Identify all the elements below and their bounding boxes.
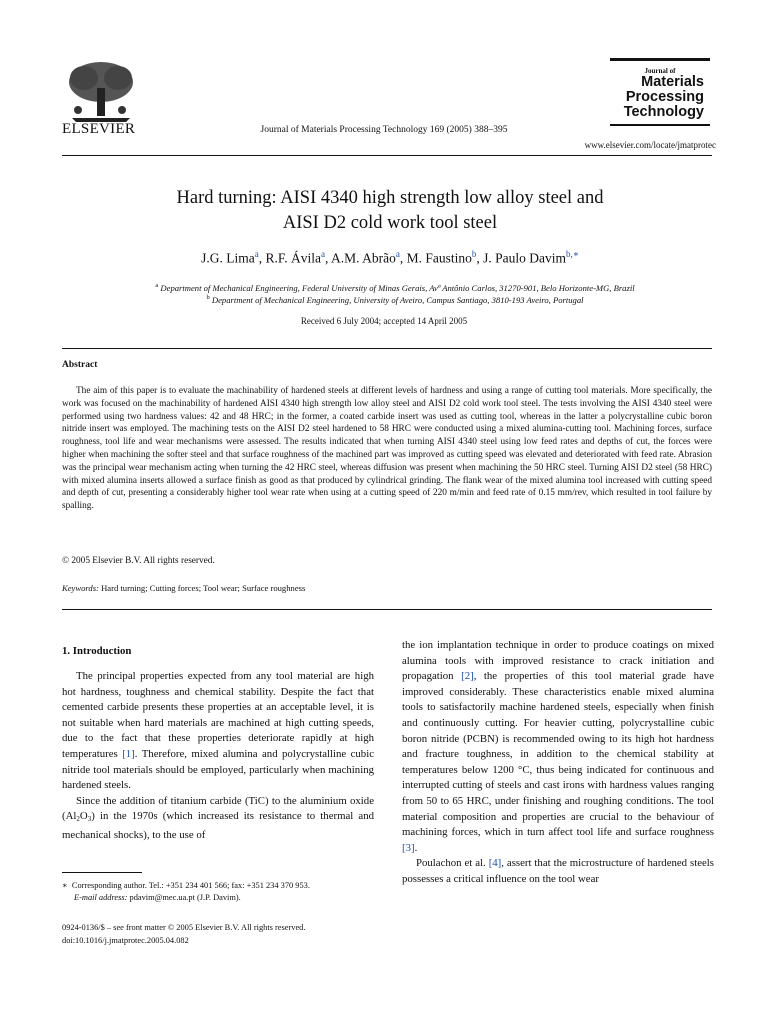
- journal-logo: [610, 58, 710, 126]
- journal-url[interactable]: www.elsevier.com/locate/jmatprotec: [584, 140, 716, 150]
- citation-link-1[interactable]: [1]: [122, 747, 135, 760]
- email-address[interactable]: pdavim@mec.ua.pt (J.P. Davim).: [129, 893, 241, 902]
- doi-line[interactable]: doi:10.1016/j.jmatprotec.2005.04.082: [62, 935, 189, 945]
- author-name: A.M. Abrão: [331, 250, 396, 266]
- issn-doi: [62, 922, 305, 947]
- title-line-1: Hard turning: AISI 4340 high strength low alloy steel and: [176, 188, 604, 208]
- intro-paragraph-3: [402, 856, 714, 887]
- keywords-label: Keywords:: [62, 583, 99, 593]
- abstract-copyright: © 2005 Elsevier B.V. All rights reserved.: [62, 556, 215, 566]
- author-list: J.G. Lima$^a$, R.F. Ávila$^a$, A.M. Abrão$^a$, M. Faustino$^b$, J. Paulo Davim$^{b,∗}$: [201, 249, 579, 266]
- affiliation-mark: a: [155, 282, 159, 289]
- author-name: J. Paulo Davim: [483, 250, 567, 266]
- text-run: , the properties of this tool material grade have improved considerably. These characteristics enable mixed alumina tools to satisfactorily machine hardened steels, especially when finish and continuously cutting. For heavier cutting, polycrystalline cubic boron nitride (PCBN) is recommended owing to its high hot hardness and fracture toughness, in addition to the chemical stability at temperatures below 1200 °C, thus being indicated for continuous and interrupted cutting of steels and cast irons with hardness values ranging from 50 to 65 HRC, under finishing and roughing conditions. The tool material composition and properties are crucial to the behaviour of machining forces, which in turn affect tool life and surface roughness: [402, 670, 714, 839]
- abstract-paragraph: The aim of this paper is to evaluate the machinability of hardened steels at different levels of hardness and using a range of cutting tool materials. More specifically, the work was focused on the machinability of hardened AISI 4340 high strength low alloy steel and AISI D2 cold work tool steel. The tests involving the AISI 4340 steel were performed using two hardness values: 42 and 48 HRC; in the former, a coated carbide insert was used as cutting tool, whereas in the latter a polycrystalline cubic boron nitride insert was employed. The machining tests on the AISI D2 steel hardened to 58 HRC were conducted using a mixed alumina-cutting tool. Machining forces, surface roughness, tool life and wear mechanisms were assessed. The results indicated that when turning AISI 4340 steel using low feed rates and depths of cut, the forces were higher when machining the softer steel and that surface roughness of the machined part was improved as cutting speed was elevated and deteriorated with feed rate. Abrasion was the principal wear mechanism acting when turning the 42 HRC steel, whereas diffusion was present when machining the 50 HRC steel. Turning AISI D2 steel (58 HRC) with mixed alumina inserts allowed a surface finish as good as that produced by cylindrical grinding. The flank wear of the mixed alumina tool increased with cutting speed and depth of cut, presenting a considerably higher tool wear rate when using at a cutting speed of 220 m/min and feed rate of 0.15 mm/rev, which resulted in tool failure by spalling.: [62, 386, 712, 512]
- email-label: E-mail address:: [74, 893, 128, 902]
- intro-paragraph-2: [62, 794, 374, 844]
- abstract-body: [62, 385, 712, 513]
- footnote-rule: [62, 872, 142, 873]
- text-run: , assert that the microstructure of hardened steels possesses a critical influence on the tool wear: [402, 857, 715, 885]
- author-affiliation-mark[interactable]: b,∗: [566, 249, 579, 259]
- corresponding-author-footnote: [62, 880, 382, 904]
- author-affiliation-mark[interactable]: a: [395, 249, 400, 259]
- journal-logo-line: Technology: [623, 104, 704, 120]
- subscript: 3: [87, 815, 92, 824]
- author-affiliation-mark[interactable]: a: [254, 249, 259, 259]
- affiliation-mark: b: [206, 294, 210, 301]
- affiliation-text: Department of Mechanical Engineering, Federal University of Minas Gerais, Avª Antônio Carlos, 31270-901, Belo Horizonte-MG, Brazil: [160, 282, 635, 293]
- journal-logo-bottom-rule: [610, 124, 710, 126]
- text-run: . Therefore, mixed alumina and polycrystalline cubic nitride tool materials should be employed, particularly when machining hardened steels.: [62, 747, 374, 792]
- journal-logo-top-rule: [610, 58, 710, 61]
- footnote-mark: ∗: [62, 881, 68, 890]
- author-name: M. Faustino: [406, 250, 472, 266]
- publisher-name: ELSEVIER: [62, 121, 136, 137]
- abstract-heading: Abstract: [62, 360, 98, 370]
- affiliation-text: Department of Mechanical Engineering, University of Aveiro, Campus Santiago, 3810-193 Aveiro, Portugal: [211, 294, 584, 305]
- intro-paragraph-2-continued: [402, 638, 714, 856]
- text-run: Since the addition of titanium carbide (TiC) to the aluminium oxide (Al: [62, 794, 374, 823]
- keywords: [62, 583, 305, 593]
- citation-link-3[interactable]: [3]: [402, 841, 415, 854]
- text-run: O: [79, 810, 88, 823]
- left-column: [62, 669, 374, 844]
- text-run: Poulachon et al.: [416, 857, 489, 870]
- text-run: The principal properties expected from any tool material are high hot hardness, toughness and chemical stability. Despite the fact that cemented carbide presents these properties at an acceptable level, it is not suitable when hard materials are machined at high cutting speeds, due to the fact that these properties deteriorate rapidly at high temperatures: [62, 670, 374, 760]
- author-name: J.G. Lima: [201, 250, 255, 266]
- abstract-bottom-rule: [62, 609, 712, 610]
- abstract-top-rule: [62, 348, 712, 349]
- journal-logo-line: Materials: [641, 74, 704, 90]
- text-run: .: [414, 841, 418, 854]
- keywords-list: Hard turning; Cutting forces; Tool wear; Surface roughness: [101, 583, 306, 593]
- text-run: ) in the 1970s (which increased its resistance to thermal and mechanical shocks), to the use of: [62, 810, 374, 841]
- subscript: 2: [76, 815, 80, 824]
- front-matter-line: 0924-0136/$ – see front matter © 2005 Elsevier B.V. All rights reserved.: [62, 923, 306, 932]
- section-heading-introduction: 1. Introduction: [62, 645, 132, 657]
- journal-logo-line: Processing: [625, 89, 704, 105]
- journal-citation: Journal of Materials Processing Technology 169 (2005) 388–395: [260, 125, 508, 135]
- affiliation-b: [70, 292, 720, 306]
- author-affiliation-mark[interactable]: a: [321, 249, 326, 259]
- received-dates: Received 6 July 2004; accepted 14 April 2005: [300, 316, 468, 326]
- right-column: [402, 638, 714, 888]
- journal-logo-small-text: Journal of: [644, 67, 676, 75]
- text-run: the ion implantation technique in order to produce coatings on mixed alumina tools with improved resistance to crack initiation and propagation: [402, 639, 714, 683]
- title-line-2: AISI D2 cold work tool steel: [282, 213, 498, 233]
- header-divider: [62, 155, 712, 156]
- author-affiliation-mark[interactable]: b: [471, 249, 477, 259]
- author-name: R.F. Ávila: [265, 250, 322, 266]
- citation-link-4[interactable]: [4]: [488, 857, 502, 870]
- footnote-text: Corresponding author. Tel.: +351 234 401 566; fax: +351 234 370 953.: [71, 881, 310, 890]
- intro-paragraph-1: [62, 669, 374, 794]
- article-title: [80, 186, 700, 236]
- citation-link-2[interactable]: [2]: [461, 670, 474, 683]
